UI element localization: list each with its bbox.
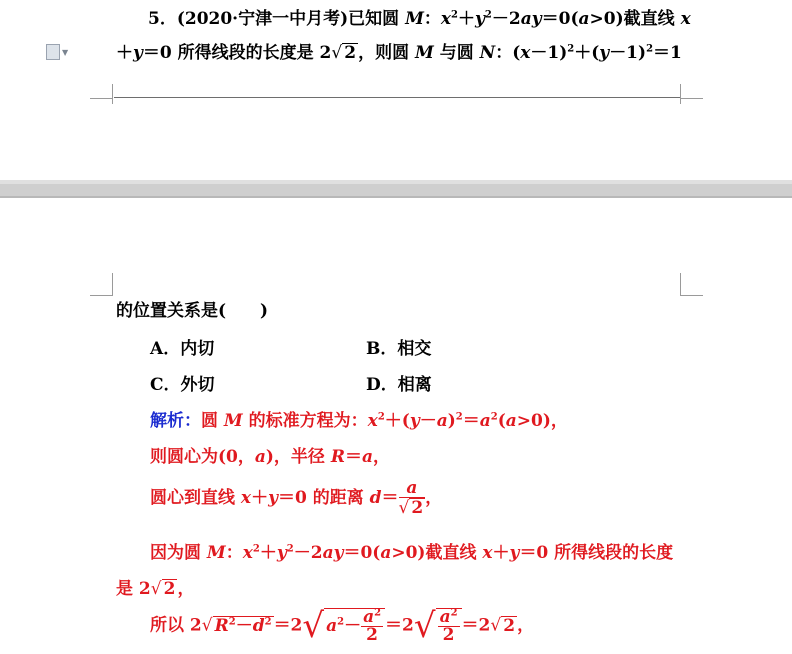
page-gap	[0, 180, 792, 198]
option-c: C．外切	[150, 375, 215, 395]
solution-line-6: 所以 2√ $R^2-d^2 =2√$ $a^2-$ $\frac{a^2}{2}$ ＝2√ $\frac{a^2}{2}$ ＝2√ 2 ，	[150, 606, 535, 646]
option-d: D．相离	[366, 375, 432, 395]
solution-line-2: 则圆心为(0，a)，半径 R＝a，	[150, 447, 391, 467]
solution-line-5: 是 2√ 2 ，	[116, 579, 195, 599]
page-1	[0, 0, 792, 180]
solution-line-3: 圆心到直线 x＋y＝0 的距离 d＝ $\frac{a}{√ 2}$ ，	[150, 478, 443, 518]
solution-line-4: 因为圆 M：$x^2+y^2-2ay=0(a>0)$截直线 x＋y＝0 所得线段的长度	[150, 543, 674, 563]
margin-tick	[680, 84, 681, 104]
question-line-2: ＋y＝0 所得线段的长度是 2√ 2 ，则圆 M 与圆 N：$(x-1)^2+(y-1)^2=1$	[116, 43, 682, 63]
dropdown-arrow-icon[interactable]: ▼	[62, 48, 69, 57]
question-line-1: 5．(2020·宁津一中月考)已知圆 M：$x^2+y^2-2ay=0(a>0)$截直线 x	[148, 9, 691, 29]
solution-line-1: 解析：圆 M 的标准方程为：$x^2+(y-a)^2=a^2(a>0)$，	[150, 411, 568, 431]
question-line-3: 的位置关系是( )	[116, 301, 269, 321]
margin-corner-mark	[90, 273, 113, 296]
margin-tick	[112, 84, 113, 104]
document-icon[interactable]	[46, 44, 60, 60]
page-2	[0, 198, 792, 654]
margin-corner-mark	[680, 84, 703, 99]
margin-corner-mark	[90, 84, 113, 99]
option-b: B．相交	[366, 339, 432, 359]
solution-label: 解析：	[150, 411, 201, 431]
option-a: A．内切	[150, 339, 215, 359]
page-bottom-rule	[114, 97, 680, 98]
margin-corner-mark	[680, 273, 703, 296]
